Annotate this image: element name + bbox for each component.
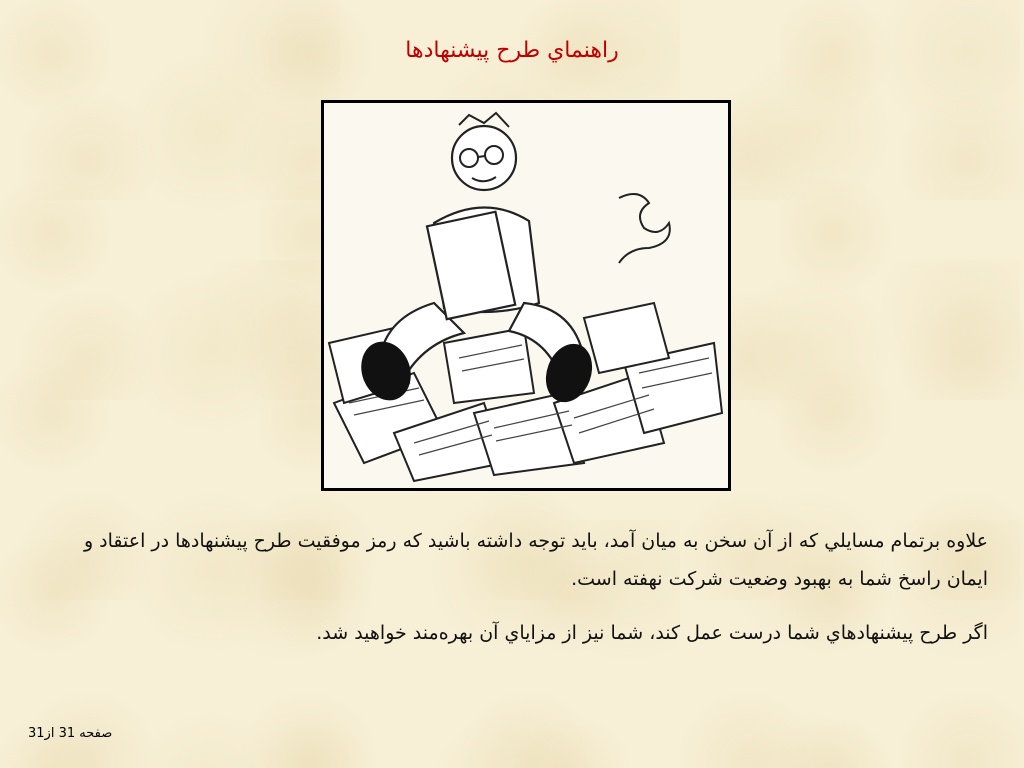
body-text [40,522,988,668]
man-on-papers-drawing [324,103,728,488]
page-number: صفحه 31 از31 [28,726,113,741]
paragraph-2: اگر طرح پيشنهادهاي شما درست عمل كند، شما نيز از مزاياي آن بهره‌مند خواهيد شد. [316,622,988,644]
paragraph-1: علاوه برتمام مسايلي كه از آن سخن به ميان آمد، بايد توجه داشته باشيد كه رمز موفقيت طرح پيشنهادها در اعتقاد و ايمان راسخ شما به بهبود وضعيت شركت نهفته است. [83,530,988,590]
slide-title: راهنماي طرح پيشنهادها [405,38,619,63]
cartoon-illustration [321,100,731,491]
